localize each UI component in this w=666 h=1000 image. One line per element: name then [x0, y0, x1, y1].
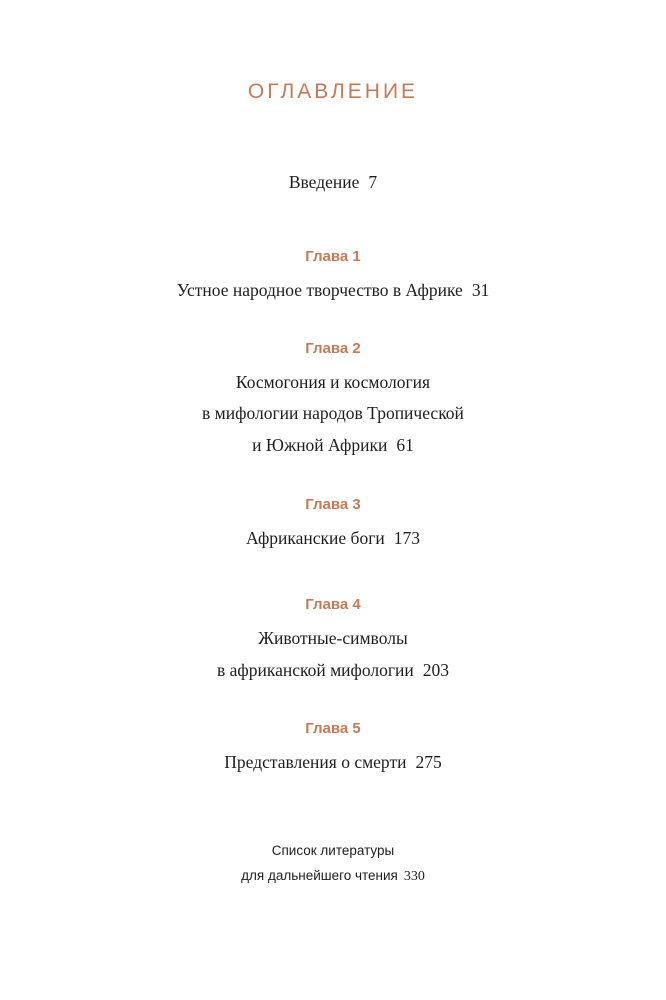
toc-entry-title: Устное народное творчество в Африке: [176, 280, 463, 300]
chapter-3-label: Глава 3: [305, 496, 361, 513]
chapter-1-label: Глава 1: [305, 248, 361, 265]
toc-entry-title: Список литературы: [271, 843, 395, 858]
toc-entry-chapter-2-line-1[interactable]: [0, 372, 666, 393]
toc-entry-title: для дальнейшего чтения: [241, 868, 398, 883]
chapter-4-label: Глава 4: [305, 596, 361, 613]
toc-entry-chapter-2-line-2[interactable]: [0, 403, 666, 424]
toc-entry-bibliography-line-2[interactable]: [0, 868, 666, 885]
toc-entry-page-number: 203: [422, 660, 450, 680]
toc-entry-chapter-4-line-1[interactable]: [0, 628, 666, 649]
toc-entry-title: Африканские боги: [245, 528, 385, 548]
toc-entry-title: Космогония и космология: [235, 372, 431, 392]
toc-entry-title: Введение: [288, 172, 360, 192]
toc-heading: ОГЛАВЛЕНИЕ: [247, 80, 419, 103]
toc-entry-page-number: 173: [393, 528, 421, 548]
toc-entry-title: в африканской мифологии: [216, 660, 414, 680]
chapter-5-label: Глава 5: [305, 720, 361, 737]
toc-entry-title: Представления о смерти: [224, 752, 407, 772]
toc-entry-title: и Южной Африки: [252, 435, 388, 455]
chapter-2-label: Глава 2: [305, 340, 361, 357]
toc-entry-chapter-3[interactable]: [0, 528, 666, 549]
toc-entry-page-number: 61: [396, 435, 414, 455]
toc-entry-page-number: 31: [471, 280, 490, 300]
toc-entry-chapter-1[interactable]: [0, 280, 666, 301]
toc-entry-page-number: 275: [415, 752, 442, 772]
toc-entry-intro[interactable]: [0, 172, 666, 193]
toc-entry-title: в мифологии народов Тропической: [202, 403, 464, 423]
toc-entry-chapter-4-line-2[interactable]: [0, 660, 666, 681]
toc-entry-bibliography-line-1[interactable]: [0, 843, 666, 858]
toc-entry-page-number: 330: [403, 869, 425, 884]
toc-entry-title: Животные-символы: [258, 628, 408, 648]
toc-entry-chapter-2-line-3[interactable]: [0, 435, 666, 456]
toc-entry-page-number: 7: [368, 172, 378, 192]
toc-entry-chapter-5[interactable]: [0, 752, 666, 773]
